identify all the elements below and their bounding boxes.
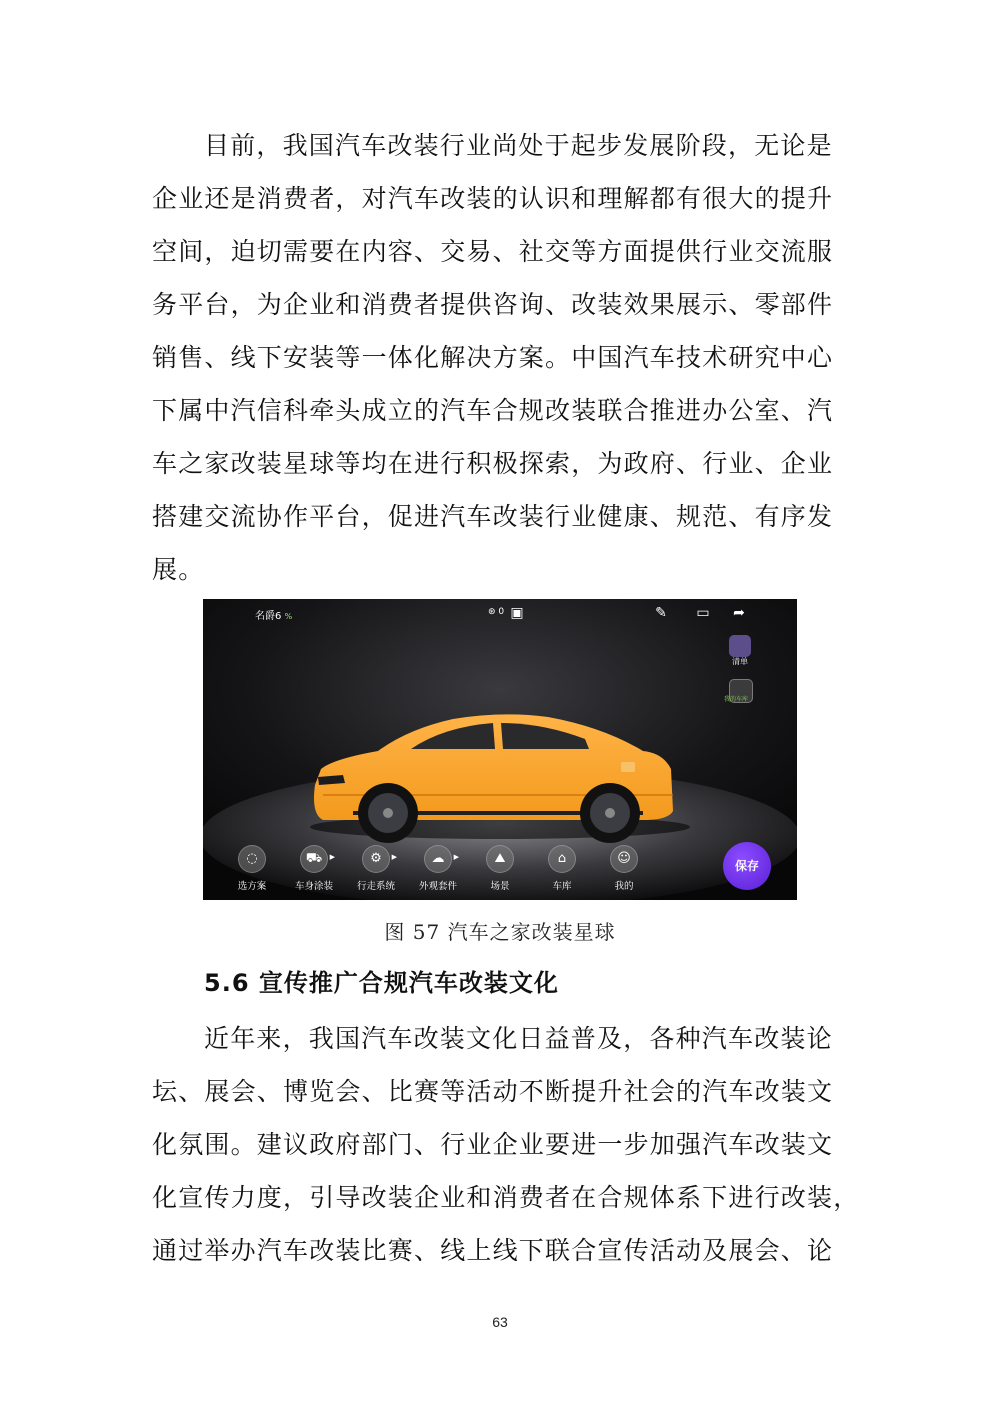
- edit-icon[interactable]: ✎: [655, 605, 667, 621]
- body-paragraph-1: [152, 119, 852, 596]
- paragraph-line: 近年来，我国汽车改装文化日益普及，各种汽车改装论: [204, 1024, 833, 1053]
- coin-count-value: 0: [498, 607, 505, 617]
- paragraph-line: 企业还是消费者，对汽车改装的认识和理解都有很大的提升: [152, 184, 834, 213]
- toolbar-item[interactable]: [532, 845, 592, 892]
- paragraph-line: 化宣传力度，引导改装企业和消费者在合规体系下进行改装，: [152, 1183, 860, 1212]
- list-button[interactable]: [729, 635, 751, 657]
- toolbar-item[interactable]: [222, 845, 282, 892]
- paragraph-line: 销售、线下安装等一体化解决方案。中国汽车技术研究中心: [152, 343, 834, 372]
- toolbar-item[interactable]: [346, 845, 406, 892]
- paragraph-line: 化氛围。建议政府部门、行业企业要进一步加强汽车改装文: [152, 1130, 834, 1159]
- car-model-name: 名爵6: [255, 611, 282, 622]
- mountain-scene-icon: ⛰: [486, 845, 514, 873]
- body-paragraph-2: [152, 1012, 860, 1277]
- toolbar-item-label: 车库: [552, 881, 572, 892]
- share-icon[interactable]: ➦: [733, 605, 745, 621]
- paragraph-line: 车之家改装星球等均在进行积极探索，为政府、行业、企业: [152, 449, 834, 478]
- figure-caption: 图 57 汽车之家改装星球: [384, 920, 616, 944]
- paragraph-line: 通过举办汽车改装比赛、线上线下联合宣传活动及展会、论: [152, 1236, 834, 1265]
- section-heading: 5.6 宣传推广合规汽车改装文化: [204, 969, 559, 997]
- toolbar-item[interactable]: [284, 845, 344, 892]
- list-label: 清单: [732, 657, 748, 666]
- coin-icon: ⊛: [488, 607, 496, 617]
- garage-icon: ⌂: [548, 845, 576, 873]
- front-wheel: [358, 783, 418, 843]
- expand-arrow-icon: ▶: [453, 853, 459, 861]
- car-paint-icon: ⛟: [300, 845, 328, 873]
- paragraph-line: 搭建交流协作平台，促进汽车改装行业健康、规范、有序发: [152, 502, 834, 531]
- garage-shortcut-label: 我的车库: [724, 696, 749, 703]
- profile-icon: ☺: [610, 845, 638, 873]
- coin-counter[interactable]: [488, 607, 504, 617]
- body-kit-icon: ☁: [424, 845, 452, 873]
- toolbar-item-label: 外观套件: [418, 881, 457, 892]
- page-number: 63: [492, 1314, 508, 1330]
- paragraph-line: 务平台，为企业和消费者提供咨询、改装效果展示、零部件: [152, 290, 834, 319]
- gift-icon[interactable]: ▣: [510, 605, 524, 621]
- paragraph-line: 展。: [152, 555, 205, 584]
- app-car-name: [255, 607, 292, 622]
- toolbar-item-label: 场景: [490, 881, 510, 892]
- save-button[interactable]: 保存: [723, 842, 771, 890]
- app-screenshot-figure: [203, 599, 797, 900]
- expand-arrow-icon: ▶: [391, 853, 397, 861]
- paragraph-line: 坛、展会、博览会、比赛等活动不断提升社会的汽车改装文: [152, 1077, 834, 1106]
- paragraph-line: 空间，迫切需要在内容、交易、社交等方面提供行业交流服: [152, 237, 834, 266]
- paragraph-line: 下属中汽信科牵头成立的汽车合规改装联合推进办公室、汽: [152, 396, 834, 425]
- toolbar-item-label: 选方案: [237, 881, 267, 892]
- toolbar-item-label: 车身涂装: [294, 881, 333, 892]
- toolbar-item[interactable]: [408, 845, 468, 892]
- comment-icon[interactable]: ▭: [696, 605, 710, 621]
- expand-arrow-icon: ▶: [329, 853, 335, 861]
- toolbar-item-label: 行走系统: [356, 881, 395, 892]
- signal-icon: %: [284, 612, 293, 621]
- rear-wheel: [580, 783, 640, 843]
- toolbar-item[interactable]: [470, 845, 530, 892]
- paragraph-line: 目前，我国汽车改装行业尚处于起步发展阶段，无论是: [204, 131, 833, 160]
- chassis-icon: ⚙: [362, 845, 390, 873]
- toolbar-item-label: 我的: [614, 881, 634, 892]
- lightbulb-icon: ◌: [238, 845, 266, 873]
- toolbar-item[interactable]: [594, 845, 654, 892]
